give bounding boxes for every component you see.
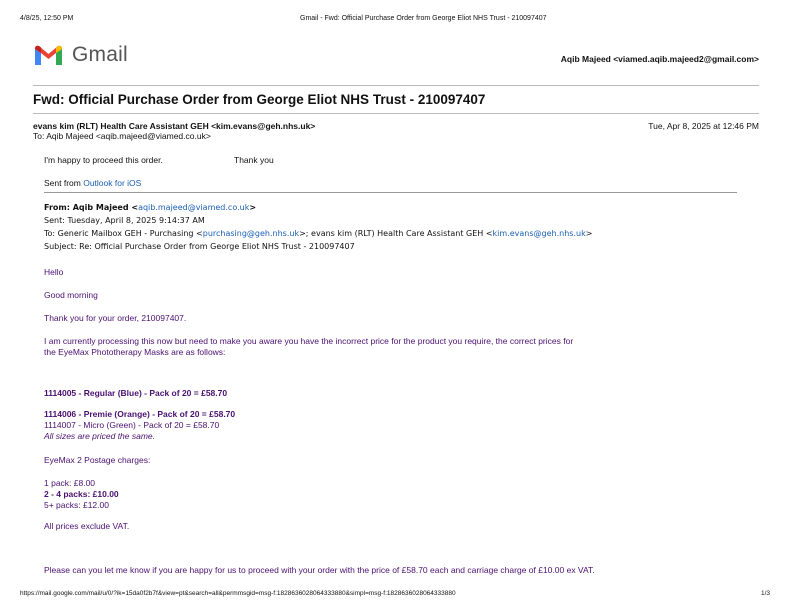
kim-evans-link[interactable]: kim.evans@geh.nhs.uk xyxy=(492,229,586,238)
quoted-to-label: To: Generic Mailbox GEH - Purchasing < xyxy=(44,229,203,238)
quoted-to xyxy=(44,229,592,238)
postage-3: 5+ packs: £12.00 xyxy=(44,500,109,510)
print-title: Gmail - Fwd: Official Purchase Order from George Eliot NHS Trust - 210097407 xyxy=(300,15,547,22)
quoted-from-label: From: Aqib Majeed < xyxy=(44,203,139,212)
quoted-from xyxy=(44,203,256,212)
item-micro: 1114007 - Micro (Green) - Pack of 20 = £58.70 xyxy=(44,420,220,430)
print-datetime: 4/8/25, 12:50 PM xyxy=(20,15,74,22)
subject-divider xyxy=(33,113,759,114)
quoted-hello: Hello xyxy=(44,267,64,277)
postage-1: 1 pack: £8.00 xyxy=(44,478,96,488)
quoted-sent: Sent: Tuesday, April 8, 2025 9:14:37 AM xyxy=(44,216,205,225)
quoted-from-link[interactable]: aqib.majeed@viamed.co.uk xyxy=(138,203,250,212)
email-subject: Fwd: Official Purchase Order from George Eliot NHS Trust - 210097407 xyxy=(33,92,486,107)
quoted-para-1: I am currently processing this now but need to make you aware you have the incorrect price for the product you require, the correct prices for xyxy=(44,336,574,346)
item-premie: 1114006 - Premie (Orange) - Pack of 20 = £58.70 xyxy=(44,409,236,419)
vat-note: All prices exclude VAT. xyxy=(44,521,130,531)
quoted-to-mid: >; evans kim (RLT) Health Care Assistant GEH < xyxy=(299,229,493,238)
all-sizes-note: All sizes are priced the same. xyxy=(44,431,156,441)
recipient: To: Aqib Majeed <aqib.majeed@viamed.co.uk> xyxy=(33,131,211,141)
item-regular: 1114005 - Regular (Blue) - Pack of 20 = £58.70 xyxy=(44,388,228,398)
quote-divider xyxy=(44,192,737,193)
quoted-greeting: Good morning xyxy=(44,290,98,300)
quoted-thanks: Thank you for your order, 210097407. xyxy=(44,313,187,323)
quoted-from-suffix: > xyxy=(249,203,257,212)
account-label: Aqib Majeed <viamed.aqib.majeed2@gmail.com> xyxy=(560,54,759,64)
page-number: 1/3 xyxy=(760,590,770,597)
outlook-ios-link[interactable]: Outlook for iOS xyxy=(83,178,142,188)
postage-2: 2 - 4 packs: £10.00 xyxy=(44,489,119,499)
print-url: https://mail.google.com/mail/u/0/?ik=15da0f2b7f&view=pt&search=all&permmsgid=msg-f:1828636028064333880&simpl=msg-f:1828636028064333880 xyxy=(20,590,456,597)
body-line-1: I'm happy to proceed this order. xyxy=(44,155,163,165)
sent-from xyxy=(44,178,141,188)
quoted-para-2: the EyeMax Phototherapy Masks are as follows: xyxy=(44,347,226,357)
quoted-subject: Subject: Re: Official Purchase Order from George Eliot NHS Trust - 210097407 xyxy=(44,242,355,251)
closing-line: Please can you let me know if you are happy for us to proceed with your order with the price of £58.70 each and carriage charge of £10.00 ex VAT. xyxy=(44,565,595,575)
purchasing-link[interactable]: purchasing@geh.nhs.uk xyxy=(202,229,300,238)
sent-from-prefix: Sent from xyxy=(44,178,84,188)
gmail-logo-icon xyxy=(33,44,64,67)
message-date: Tue, Apr 8, 2025 at 12:46 PM xyxy=(648,121,759,131)
gmail-wordmark: Gmail xyxy=(72,43,128,66)
header-divider xyxy=(33,85,759,86)
body-thanks: Thank you xyxy=(234,155,274,165)
sender: evans kim (RLT) Health Care Assistant GEH <kim.evans@geh.nhs.uk> xyxy=(33,121,316,131)
postage-title: EyeMax 2 Postage charges: xyxy=(44,455,151,465)
quoted-to-suffix: > xyxy=(585,229,593,238)
